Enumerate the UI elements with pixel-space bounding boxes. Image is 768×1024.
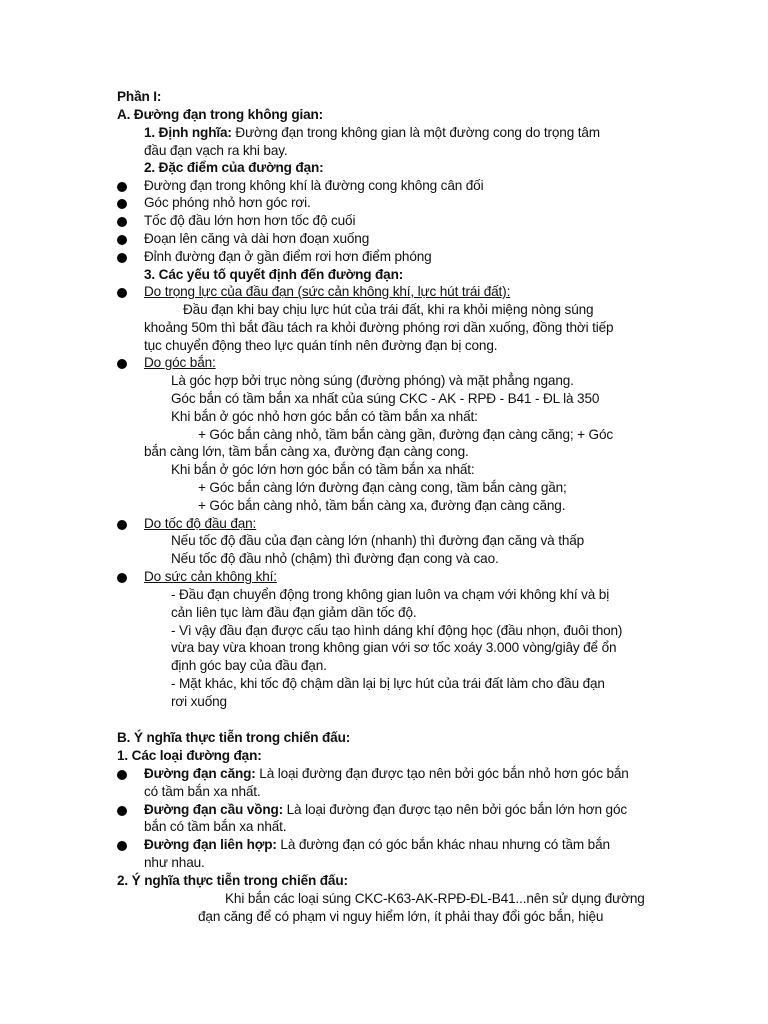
angle-line: Là góc hợp bởi trục nòng súng (đường phóng) và mặt phẳng ngang. <box>171 373 574 388</box>
meaning-line: Khi bắn các loại súng CKC-K63-AK-RPĐ-ĐL-B41...nên sử dụng đường <box>225 891 645 906</box>
trajectory-type-text: Là loại đường đạn được tạo nên bởi góc bắn lớn hơn góc <box>283 802 628 817</box>
bullet-icon <box>117 841 127 851</box>
air-line: cản liên tục làm đầu đạn giảm dần tốc độ. <box>171 605 417 620</box>
air-line: rơi xuống <box>171 694 227 709</box>
trajectory-type-label: Đường đạn căng: <box>144 766 256 781</box>
angle-title: Do góc bắn: <box>144 355 216 370</box>
definition-text-cont: đầu đạn vạch ra khi bay. <box>144 143 288 158</box>
feature-item: Đường đạn trong không khí là đường cong không cân đối <box>144 178 484 193</box>
angle-line: bắn càng lớn, tầm bắn càng xa, đường đạn càng cong. <box>144 444 469 459</box>
angle-line: + Góc bắn càng lớn đường đạn càng cong, tầm bắn càng gần; <box>198 480 567 495</box>
section-a-heading: A. Đường đạn trong không gian: <box>117 107 324 122</box>
section-b-heading: B. Ý nghĩa thực tiễn trong chiến đấu: <box>117 730 351 745</box>
bullet-icon <box>117 359 127 369</box>
feature-item: Đỉnh đường đạn ở gần điểm rơi hơn điểm phóng <box>144 249 432 264</box>
factors-heading: 3. Các yếu tố quyết định đến đường đạn: <box>144 267 404 282</box>
angle-line: Góc bắn có tầm bắn xa nhất của súng CKC - AK - RPĐ - B41 - ĐL là 350 <box>171 391 600 406</box>
meaning-heading: 2. Ý nghĩa thực tiễn trong chiến đấu: <box>117 873 348 888</box>
air-line: định góc bay của đầu đạn. <box>171 658 327 673</box>
air-title: Do sức cản không khí: <box>144 569 277 584</box>
trajectory-type-label: Đường đạn cầu vồng: <box>144 802 284 817</box>
air-line: - Vì vậy đầu đạn được cấu tạo hình dáng khí động học (đầu nhọn, đuôi thon) <box>171 623 623 638</box>
bullet-icon <box>117 235 127 245</box>
speed-line: Nếu tốc độ đầu của đạn càng lớn (nhanh) thì đường đạn căng và thấp <box>171 533 585 548</box>
air-line: - Đầu đạn chuyển động trong không gian luôn va chạm với không khí và bị <box>171 587 610 602</box>
definition-label: 1. Định nghĩa: <box>144 125 232 140</box>
trajectory-type-text: Là loại đường đạn được tạo nên bởi góc bắn nhỏ hơn góc bắn <box>255 766 629 781</box>
angle-line: Khi bắn ở góc lớn hơn góc bắn có tầm bắn xa nhất: <box>171 462 475 477</box>
trajectory-type-cont: bắn có tầm bắn xa nhất. <box>144 819 287 834</box>
bullet-icon <box>117 573 127 583</box>
feature-item: Góc phóng nhỏ hơn góc rơi. <box>144 195 311 210</box>
bullet-icon <box>117 199 127 209</box>
gravity-line: khoảng 50m thì bắt đầu tách ra khỏi đường phóng rơi dần xuống, đồng thời tiếp <box>144 320 614 335</box>
trajectory-type <box>144 836 610 854</box>
speed-line: Nếu tốc độ đầu nhỏ (chậm) thì đường đạn cong và cao. <box>171 551 499 566</box>
bullet-icon <box>117 806 127 816</box>
types-heading: 1. Các loại đường đạn: <box>117 748 262 763</box>
trajectory-type-cont: như nhau. <box>144 855 205 870</box>
meaning-line: đạn căng để có phạm vi nguy hiểm lớn, ít phải thay đổi góc bắn, hiệu <box>198 909 604 924</box>
bullet-icon <box>117 253 127 263</box>
air-line: vừa bay vừa khoan trong không gian với sơ tốc xoáy 3.000 vòng/giây để ổn <box>171 640 617 655</box>
angle-line: Khi bắn ở góc nhỏ hơn góc bắn có tầm bắn xa nhất: <box>171 409 478 424</box>
features-heading: 2. Đặc điểm của đường đạn: <box>144 160 324 175</box>
angle-line: + Góc bắn càng nhỏ, tầm bắn càng gần, đường đạn càng căng; + Góc <box>198 427 614 442</box>
definition-text: Đường đạn trong không gian là một đường cong do trọng tâm <box>231 125 600 140</box>
trajectory-type <box>144 765 629 783</box>
bullet-icon <box>117 520 127 530</box>
trajectory-type-cont: có tầm bắn xa nhất. <box>144 784 261 799</box>
feature-item: Tốc độ đầu lớn hơn hơn tốc độ cuối <box>144 213 356 228</box>
trajectory-type <box>144 801 627 819</box>
trajectory-type-label: Đường đạn liên hợp: <box>144 837 277 852</box>
gravity-line: Đầu đạn khi bay chịu lực hút của trái đất, khi ra khỏi miệng nòng súng <box>183 302 594 317</box>
bullet-icon <box>117 770 127 780</box>
bullet-icon <box>117 288 127 298</box>
definition-line <box>144 124 600 142</box>
part-title: Phần I: <box>117 89 162 104</box>
gravity-line: tục chuyển động theo lực quán tính nên đường đạn bị cong. <box>144 338 498 353</box>
bullet-icon <box>117 182 127 192</box>
air-line: - Mặt khác, khi tốc độ chậm dần lại bị lực hút của trái đất làm cho đầu đạn <box>171 676 605 691</box>
feature-item: Đoạn lên căng và dài hơn đoạn xuống <box>144 231 370 246</box>
bullet-icon <box>117 217 127 227</box>
gravity-title: Do trọng lực của đầu đạn (sức cản không khí, lực hút trái đất): <box>144 284 511 299</box>
angle-line: + Góc bắn càng nhỏ, tầm bắn càng xa, đường đạn càng căng. <box>198 498 566 513</box>
trajectory-type-text: Là đường đạn có góc bắn khác nhau nhưng có tầm bắn <box>276 837 610 852</box>
speed-title: Do tốc độ đầu đạn: <box>144 516 257 531</box>
